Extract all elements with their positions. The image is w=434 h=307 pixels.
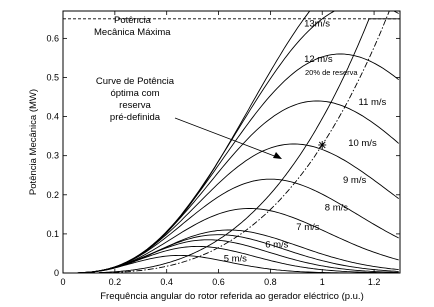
y-tick-label: 0 <box>53 268 59 278</box>
wind-speed-label: 12 m/s <box>304 53 333 65</box>
wind-curve <box>64 101 398 273</box>
y-tick-label: 0.6 <box>46 33 59 44</box>
x-axis <box>60 11 380 287</box>
wind-speed-label: 10 m/s <box>348 137 377 149</box>
annotation-arrowhead <box>273 152 282 159</box>
wind-speed-label: 5 m/s <box>223 253 247 265</box>
annotation-line1: Curve de Potência <box>95 76 175 87</box>
optimal-curve-annotation <box>96 76 282 159</box>
reserve-marker <box>318 141 326 149</box>
wind-speed-label: 8 m/s <box>324 202 349 214</box>
wind-curve <box>64 0 398 273</box>
pmax-label-line1: Potência <box>114 15 151 26</box>
wind-speed-label: 6 m/s <box>265 239 289 251</box>
annotation-line2: óptima com <box>110 88 160 99</box>
x-tick-label: 0.6 <box>212 277 225 287</box>
pmax-label-line2: Mecânica Máxima <box>94 27 171 38</box>
wind-speed-labels <box>224 19 387 265</box>
plot-content <box>63 0 400 273</box>
y-tick-label: 0.2 <box>46 189 59 200</box>
x-tick-label: 0 <box>60 277 66 287</box>
y-tick-label: 0.1 <box>46 228 59 239</box>
annotation-line4: pré-definida <box>109 112 161 123</box>
y-tick-label: 0.5 <box>46 72 59 83</box>
wind-speed-label: 13m/s <box>304 18 330 30</box>
wind-speed-label: 11 m/s <box>358 96 387 108</box>
y-axis-label: Potência Mecânica (MW) <box>28 88 39 196</box>
x-tick-label: 1.2 <box>367 277 381 287</box>
x-axis-label: Frequência angular do rotor referida ao gerador eléctrico (p.u.) <box>100 291 364 302</box>
reserve-label: 20% de reserva <box>305 68 358 77</box>
wind-speed-label: 7 m/s <box>296 222 320 233</box>
x-tick-label: 0.2 <box>108 277 122 287</box>
x-tick-label: 0.4 <box>160 277 173 287</box>
x-tick-label: 0.8 <box>264 277 277 287</box>
y-tick-label: 0.3 <box>46 150 59 161</box>
wind-speed-label: 9 m/s <box>343 175 367 187</box>
annotation-line3: reserva <box>119 100 151 111</box>
y-tick-label: 0.4 <box>46 111 59 122</box>
x-tick-label: 1 <box>319 277 325 287</box>
annotation-arrow <box>175 118 277 157</box>
